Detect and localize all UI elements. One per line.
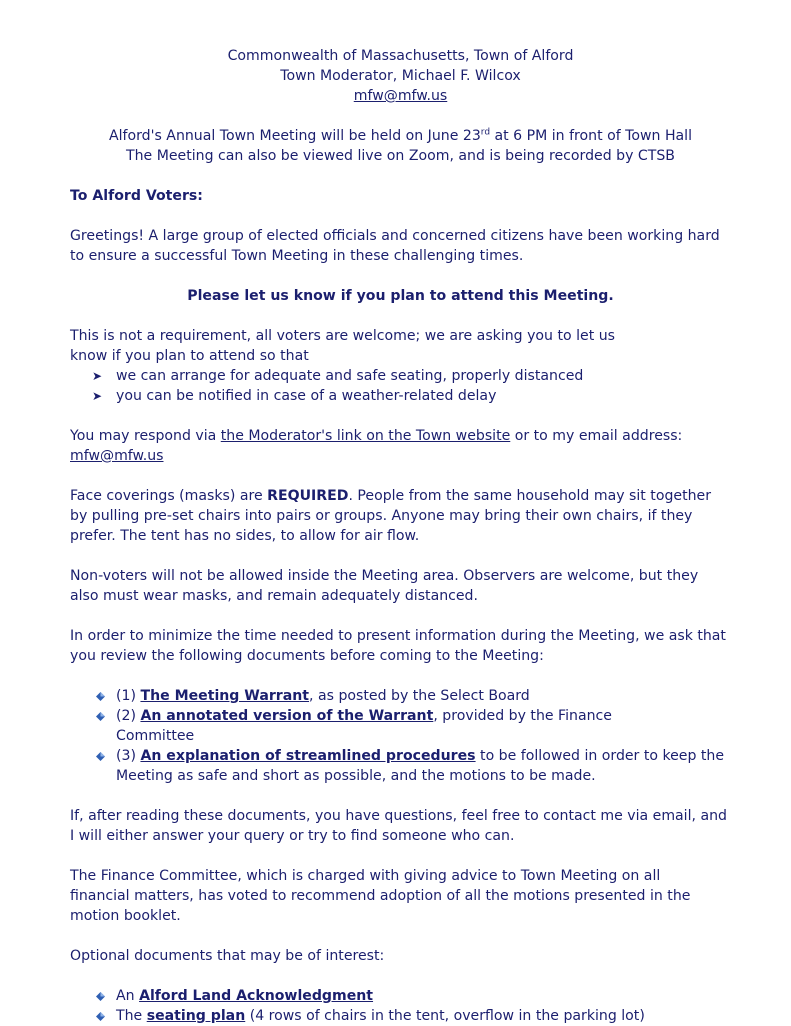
announcement-line-1: Alford's Annual Town Meeting will be held on June 23rd at 6 PM in front of Town Hall (108, 127, 693, 144)
list-item: (1) The Meeting Warrant, as posted by the Select Board (70, 686, 731, 706)
masks-paragraph: Face coverings (masks) are REQUIRED. People from the same household may sit together by pulling pre-set chairs into pairs or groups. Anyone may bring their own chairs, if they prefer. The tent has no sides, to allow for air flow. (70, 488, 711, 544)
letterhead (70, 46, 731, 106)
list-item: (2) An annotated version of the Warrant, provided by the Finance Committee (70, 706, 731, 746)
arrow-bullet-icon: ➤ (92, 369, 103, 383)
diamond-bullet-icon (96, 692, 105, 701)
optional-intro: Optional documents that may be of interest: (70, 948, 385, 964)
land-acknowledgment-link[interactable]: Alford Land Acknowledgment (139, 988, 374, 1004)
salutation: To Alford Voters: (70, 188, 203, 204)
meeting-warrant-link[interactable]: The Meeting Warrant (140, 688, 310, 704)
moderator-website-link[interactable]: the Moderator's link on the Town website (220, 428, 511, 444)
list-item: (3) An explanation of streamlined procedures to be followed in order to keep the Meeting as safe and short as possible, and the motions to be made. (70, 746, 731, 786)
review-intro-paragraph: In order to minimize the time needed to present information during the Meeting, we ask that you review the following documents before coming to the Meeting: (70, 628, 726, 664)
list-item: The seating plan (4 rows of chairs in the tent, overflow in the parking lot) (70, 1006, 731, 1026)
finance-paragraph: The Finance Committee, which is charged with giving advice to Town Meeting on all financial matters, has voted to recommend adoption of all the motions presented in the motion booklet. (70, 868, 691, 924)
header-line-2: Town Moderator, Michael F. Wilcox (280, 68, 521, 84)
arrow-bullet-icon: ➤ (92, 389, 103, 403)
header-line-1: Commonwealth of Massachusetts, Town of Alford (227, 48, 574, 64)
announcement-line-2: The Meeting can also be viewed live on Zoom, and is being recorded by CTSB (126, 148, 675, 164)
attendance-request: Please let us know if you plan to attend this Meeting. (187, 288, 614, 304)
requirement-paragraph: This is not a requirement, all voters are welcome; we are asking you to let us know if you plan to attend so that (70, 328, 615, 364)
header-email-link[interactable]: mfw@mfw.us (353, 88, 448, 104)
nonvoters-paragraph: Non-voters will not be allowed inside the Meeting area. Observers are welcome, but they also must wear masks, and remain adequately distanced. (70, 568, 699, 604)
greeting-paragraph: Greetings! A large group of elected officials and concerned citizens have been working hard to ensure a successful Town Meeting in these challenging times. (70, 228, 720, 264)
annotated-warrant-link[interactable]: An annotated version of the Warrant (140, 708, 434, 724)
list-item: ➤ you can be notified in case of a weather-related delay (92, 388, 497, 404)
email-link[interactable]: mfw@mfw.us (70, 448, 164, 464)
reasons-list (70, 366, 731, 406)
questions-paragraph: If, after reading these documents, you have questions, feel free to contact me via email, and I will either answer your query or try to find someone who can. (70, 808, 727, 844)
diamond-bullet-icon (96, 992, 105, 1001)
diamond-bullet-icon (96, 1012, 105, 1021)
documents-list (70, 686, 731, 786)
list-item: ➤ we can arrange for adequate and safe seating, properly distanced (92, 368, 584, 384)
seating-plan-link[interactable]: seating plan (146, 1008, 246, 1024)
diamond-bullet-icon (96, 752, 105, 761)
respond-paragraph: You may respond via the Moderator's link on the Town website or to my email address: mfw@mfw.us (70, 428, 683, 464)
announcement (70, 126, 731, 166)
optional-documents-list (70, 986, 731, 1026)
streamlined-procedures-link[interactable]: An explanation of streamlined procedures (140, 748, 476, 764)
list-item: An Alford Land Acknowledgment (70, 986, 731, 1006)
diamond-bullet-icon (96, 712, 105, 721)
